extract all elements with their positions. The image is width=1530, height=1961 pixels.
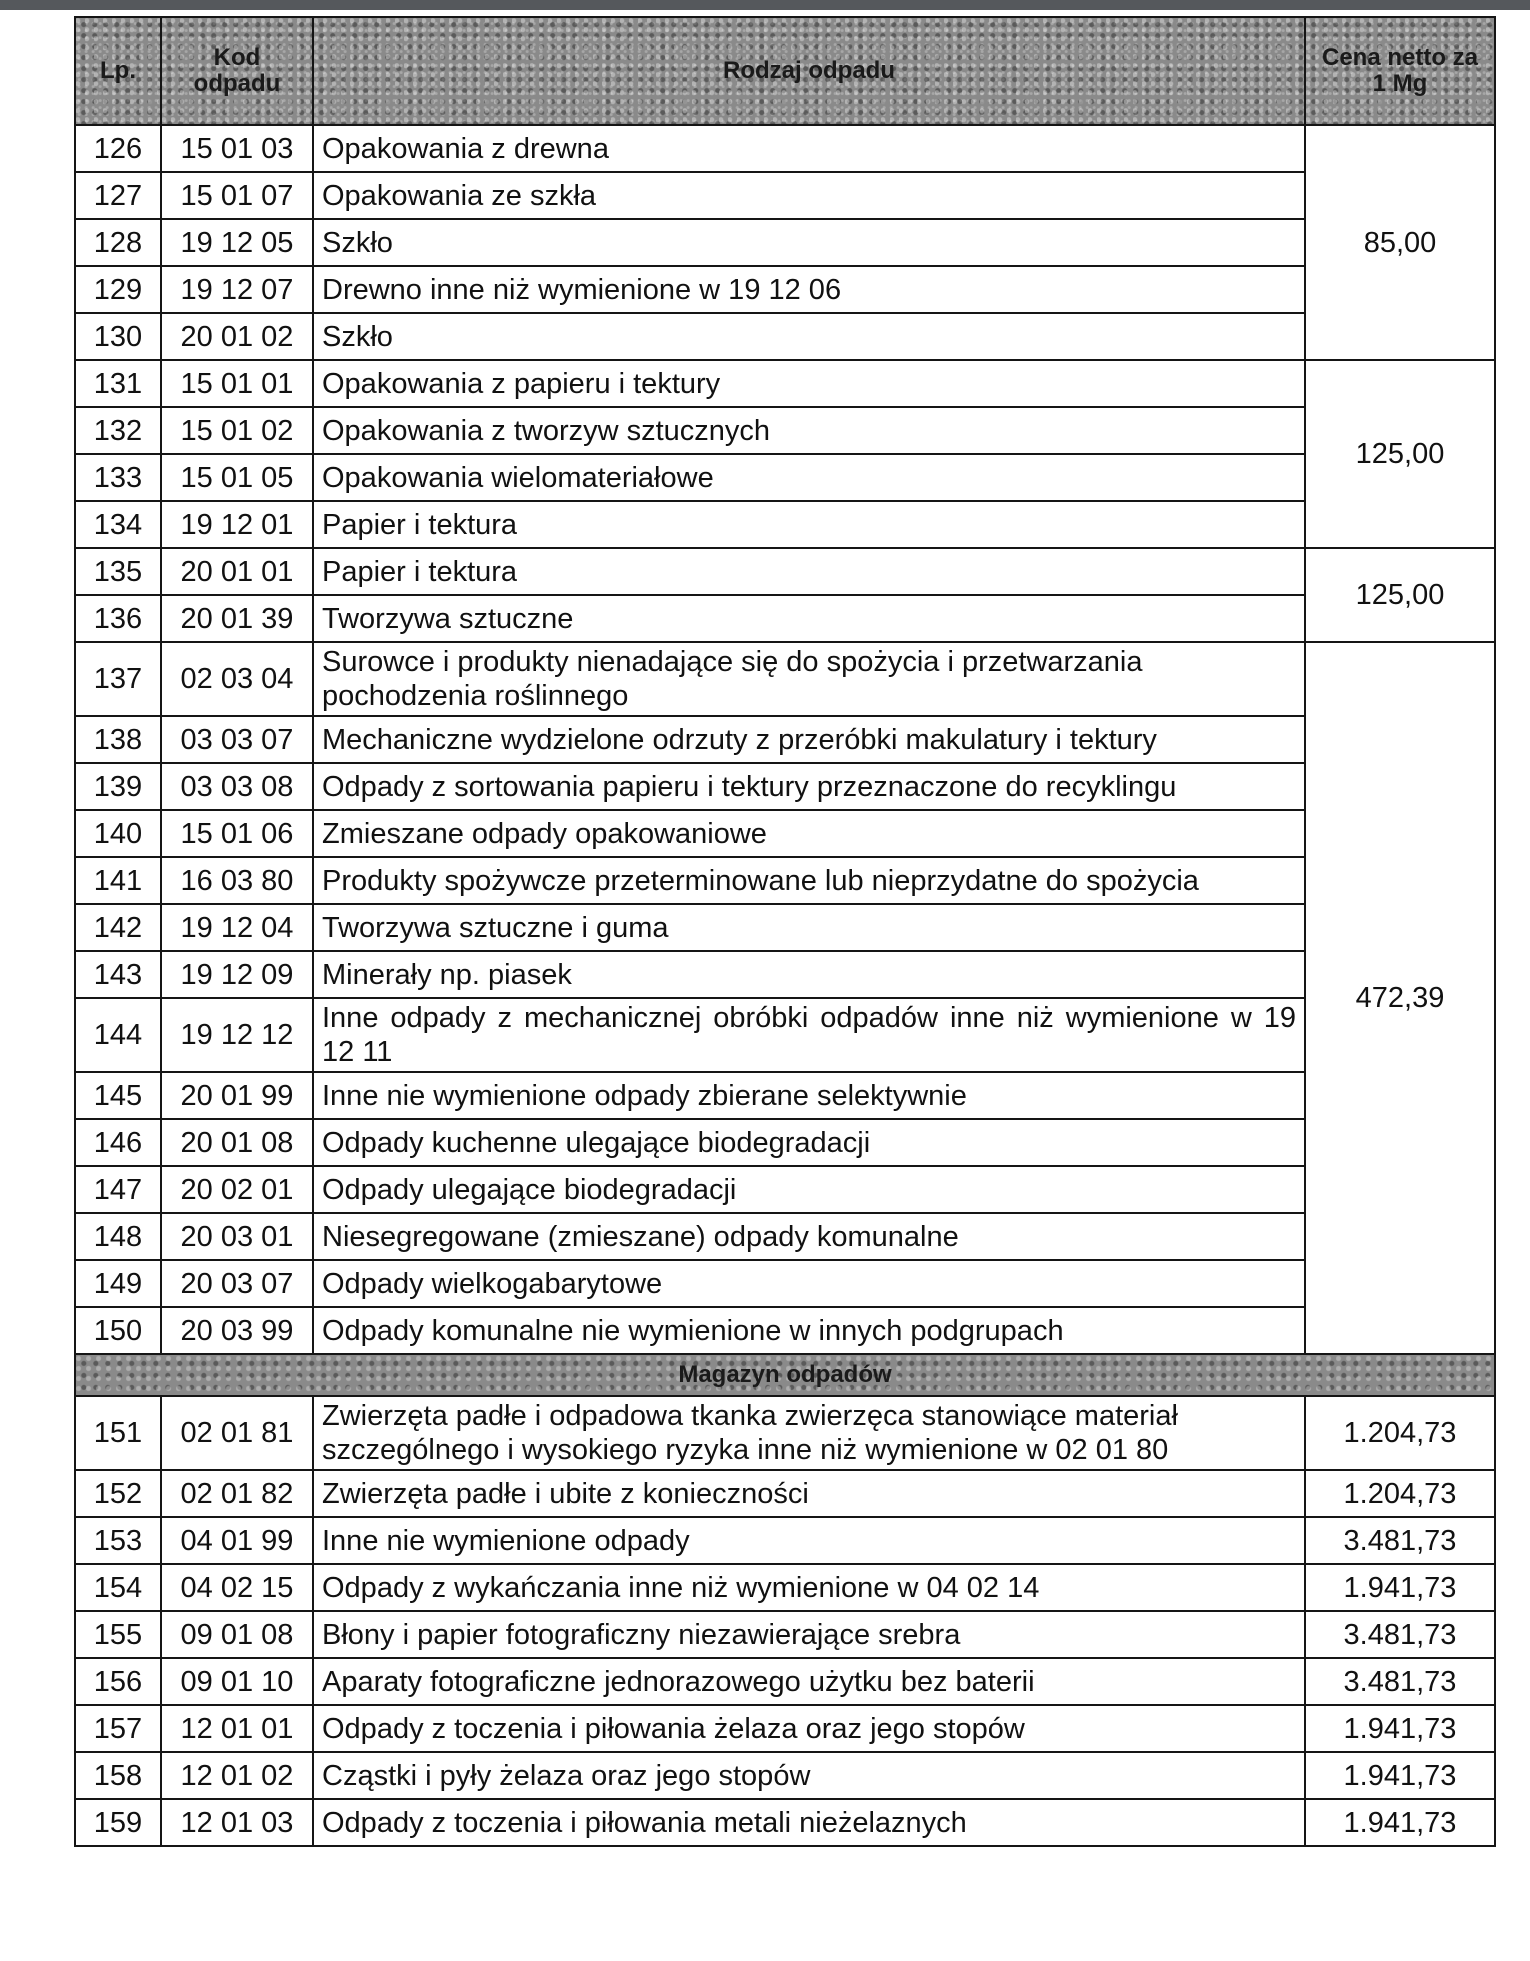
table-row (75, 904, 1495, 951)
row-kod: 19 12 01 (161, 501, 313, 548)
row-rodzaj: Szkło (313, 219, 1305, 266)
header-lp: Lp. (75, 17, 161, 125)
row-cena: 3.481,73 (1305, 1611, 1495, 1658)
row-lp: 138 (75, 716, 161, 763)
row-rodzaj: Odpady ulegające biodegradacji (313, 1166, 1305, 1213)
row-kod: 02 01 81 (161, 1396, 313, 1470)
row-rodzaj: Odpady z toczenia i piłowania żelaza oraz jego stopów (313, 1705, 1305, 1752)
row-rodzaj: Papier i tektura (313, 501, 1305, 548)
row-rodzaj: Szkło (313, 313, 1305, 360)
table-row (75, 360, 1495, 407)
table-row (75, 857, 1495, 904)
group-price: 125,00 (1305, 548, 1495, 642)
row-kod: 19 12 07 (161, 266, 313, 313)
row-lp: 151 (75, 1396, 161, 1470)
row-kod: 12 01 02 (161, 1752, 313, 1799)
row-lp: 136 (75, 595, 161, 642)
row-lp: 157 (75, 1705, 161, 1752)
table-body (75, 125, 1495, 1846)
row-kod: 12 01 01 (161, 1705, 313, 1752)
row-lp: 148 (75, 1213, 161, 1260)
table-row (75, 716, 1495, 763)
row-lp: 139 (75, 763, 161, 810)
row-lp: 153 (75, 1517, 161, 1564)
row-lp: 156 (75, 1658, 161, 1705)
row-lp: 135 (75, 548, 161, 595)
row-kod: 20 03 01 (161, 1213, 313, 1260)
row-kod: 03 03 07 (161, 716, 313, 763)
row-kod: 15 01 01 (161, 360, 313, 407)
table-row (75, 642, 1495, 716)
row-kod: 19 12 12 (161, 998, 313, 1072)
row-lp: 158 (75, 1752, 161, 1799)
row-rodzaj: Inne nie wymienione odpady (313, 1517, 1305, 1564)
table-row (75, 1517, 1495, 1564)
row-kod: 02 01 82 (161, 1470, 313, 1517)
header-kod: Kod odpadu (161, 17, 313, 125)
row-kod: 09 01 10 (161, 1658, 313, 1705)
row-kod: 15 01 06 (161, 810, 313, 857)
table-row (75, 1396, 1495, 1470)
table-row (75, 810, 1495, 857)
row-kod: 20 01 02 (161, 313, 313, 360)
row-kod: 16 03 80 (161, 857, 313, 904)
table-row (75, 313, 1495, 360)
row-kod: 19 12 04 (161, 904, 313, 951)
row-kod: 02 03 04 (161, 642, 313, 716)
row-rodzaj: Opakowania z papieru i tektury (313, 360, 1305, 407)
table-row (75, 1611, 1495, 1658)
row-rodzaj: Odpady z wykańczania inne niż wymienione w 04 02 14 (313, 1564, 1305, 1611)
row-lp: 154 (75, 1564, 161, 1611)
row-kod: 19 12 05 (161, 219, 313, 266)
row-rodzaj: Tworzywa sztuczne (313, 595, 1305, 642)
row-rodzaj: Aparaty fotograficzne jednorazowego użytku bez baterii (313, 1658, 1305, 1705)
table-row (75, 951, 1495, 998)
row-lp: 128 (75, 219, 161, 266)
table-row (75, 501, 1495, 548)
row-lp: 132 (75, 407, 161, 454)
row-kod: 19 12 09 (161, 951, 313, 998)
row-rodzaj: Produkty spożywcze przeterminowane lub nieprzydatne do spożycia (313, 857, 1305, 904)
row-rodzaj: Minerały np. piasek (313, 951, 1305, 998)
window-top-bar (0, 0, 1530, 10)
row-rodzaj: Odpady z toczenia i piłowania metali nieżelaznych (313, 1799, 1305, 1846)
row-lp: 159 (75, 1799, 161, 1846)
row-rodzaj: Cząstki i pyły żelaza oraz jego stopów (313, 1752, 1305, 1799)
row-kod: 09 01 08 (161, 1611, 313, 1658)
row-lp: 131 (75, 360, 161, 407)
group-price: 472,39 (1305, 642, 1495, 1354)
row-lp: 155 (75, 1611, 161, 1658)
row-kod: 20 03 99 (161, 1307, 313, 1354)
table-row (75, 172, 1495, 219)
row-rodzaj: Zmieszane odpady opakowaniowe (313, 810, 1305, 857)
row-cena: 1.941,73 (1305, 1752, 1495, 1799)
row-rodzaj: Błony i papier fotograficzny niezawierające srebra (313, 1611, 1305, 1658)
row-kod: 20 01 99 (161, 1072, 313, 1119)
row-lp: 137 (75, 642, 161, 716)
row-rodzaj: Niesegregowane (zmieszane) odpady komunalne (313, 1213, 1305, 1260)
row-lp: 152 (75, 1470, 161, 1517)
table-row (75, 548, 1495, 595)
row-kod: 20 01 08 (161, 1119, 313, 1166)
row-kod: 20 02 01 (161, 1166, 313, 1213)
table-row (75, 1752, 1495, 1799)
row-rodzaj: Surowce i produkty nienadające się do spożycia i przetwarzania pochodzenia roślinnego (313, 642, 1305, 716)
table-row (75, 1307, 1495, 1354)
table-row (75, 125, 1495, 172)
row-lp: 145 (75, 1072, 161, 1119)
row-lp: 140 (75, 810, 161, 857)
row-rodzaj: Opakowania z drewna (313, 125, 1305, 172)
row-kod: 20 03 07 (161, 1260, 313, 1307)
table-row (75, 763, 1495, 810)
table-row (75, 1564, 1495, 1611)
row-rodzaj: Opakowania wielomateriałowe (313, 454, 1305, 501)
row-kod: 15 01 05 (161, 454, 313, 501)
table-row (75, 1119, 1495, 1166)
table-row (75, 1213, 1495, 1260)
row-kod: 15 01 03 (161, 125, 313, 172)
row-rodzaj: Drewno inne niż wymienione w 19 12 06 (313, 266, 1305, 313)
row-cena: 3.481,73 (1305, 1517, 1495, 1564)
row-rodzaj: Inne odpady z mechanicznej obróbki odpadów inne niż wymienione w 19 12 11 (313, 998, 1305, 1072)
table-row (75, 1166, 1495, 1213)
row-kod: 20 01 39 (161, 595, 313, 642)
row-lp: 129 (75, 266, 161, 313)
row-lp: 147 (75, 1166, 161, 1213)
table-row (75, 1705, 1495, 1752)
group-price: 125,00 (1305, 360, 1495, 548)
row-lp: 142 (75, 904, 161, 951)
table-row (75, 219, 1495, 266)
row-cena: 3.481,73 (1305, 1658, 1495, 1705)
row-rodzaj: Tworzywa sztuczne i guma (313, 904, 1305, 951)
table-row (75, 1799, 1495, 1846)
table-row (75, 1658, 1495, 1705)
row-rodzaj: Zwierzęta padłe i odpadowa tkanka zwierzęca stanowiące materiał szczególnego i wysokiego ryzyka inne niż wymienione w 02 01 80 (313, 1396, 1305, 1470)
row-rodzaj: Odpady kuchenne ulegające biodegradacji (313, 1119, 1305, 1166)
table-row (75, 454, 1495, 501)
header-cena: Cena netto za 1 Mg (1305, 17, 1495, 125)
group-price: 85,00 (1305, 125, 1495, 360)
row-kod: 04 01 99 (161, 1517, 313, 1564)
row-rodzaj: Opakowania ze szkła (313, 172, 1305, 219)
row-rodzaj: Mechaniczne wydzielone odrzuty z przeróbki makulatury i tektury (313, 716, 1305, 763)
section-row (75, 1354, 1495, 1396)
row-cena: 1.204,73 (1305, 1396, 1495, 1470)
table-row (75, 595, 1495, 642)
row-kod: 04 02 15 (161, 1564, 313, 1611)
row-cena: 1.941,73 (1305, 1799, 1495, 1846)
row-cena: 1.941,73 (1305, 1705, 1495, 1752)
row-lp: 126 (75, 125, 161, 172)
header-rodzaj: Rodzaj odpadu (313, 17, 1305, 125)
row-kod: 03 03 08 (161, 763, 313, 810)
row-rodzaj: Odpady z sortowania papieru i tektury przeznaczone do recyklingu (313, 763, 1305, 810)
row-rodzaj: Odpady komunalne nie wymienione w innych podgrupach (313, 1307, 1305, 1354)
row-lp: 149 (75, 1260, 161, 1307)
row-cena: 1.204,73 (1305, 1470, 1495, 1517)
table-header-row (75, 17, 1495, 125)
row-lp: 127 (75, 172, 161, 219)
row-lp: 133 (75, 454, 161, 501)
row-rodzaj: Inne nie wymienione odpady zbierane selektywnie (313, 1072, 1305, 1119)
waste-price-table (74, 16, 1496, 1847)
row-lp: 143 (75, 951, 161, 998)
row-lp: 141 (75, 857, 161, 904)
row-lp: 144 (75, 998, 161, 1072)
section-label: Magazyn odpadów (75, 1354, 1495, 1396)
row-lp: 134 (75, 501, 161, 548)
table-row (75, 998, 1495, 1072)
row-kod: 15 01 02 (161, 407, 313, 454)
row-rodzaj: Zwierzęta padłe i ubite z konieczności (313, 1470, 1305, 1517)
table-row (75, 1470, 1495, 1517)
table-row (75, 266, 1495, 313)
row-lp: 130 (75, 313, 161, 360)
table-row (75, 407, 1495, 454)
row-rodzaj: Odpady wielkogabarytowe (313, 1260, 1305, 1307)
table-row (75, 1072, 1495, 1119)
table-row (75, 1260, 1495, 1307)
row-rodzaj: Papier i tektura (313, 548, 1305, 595)
row-kod: 12 01 03 (161, 1799, 313, 1846)
row-kod: 15 01 07 (161, 172, 313, 219)
row-lp: 146 (75, 1119, 161, 1166)
row-cena: 1.941,73 (1305, 1564, 1495, 1611)
row-kod: 20 01 01 (161, 548, 313, 595)
row-rodzaj: Opakowania z tworzyw sztucznych (313, 407, 1305, 454)
row-lp: 150 (75, 1307, 161, 1354)
